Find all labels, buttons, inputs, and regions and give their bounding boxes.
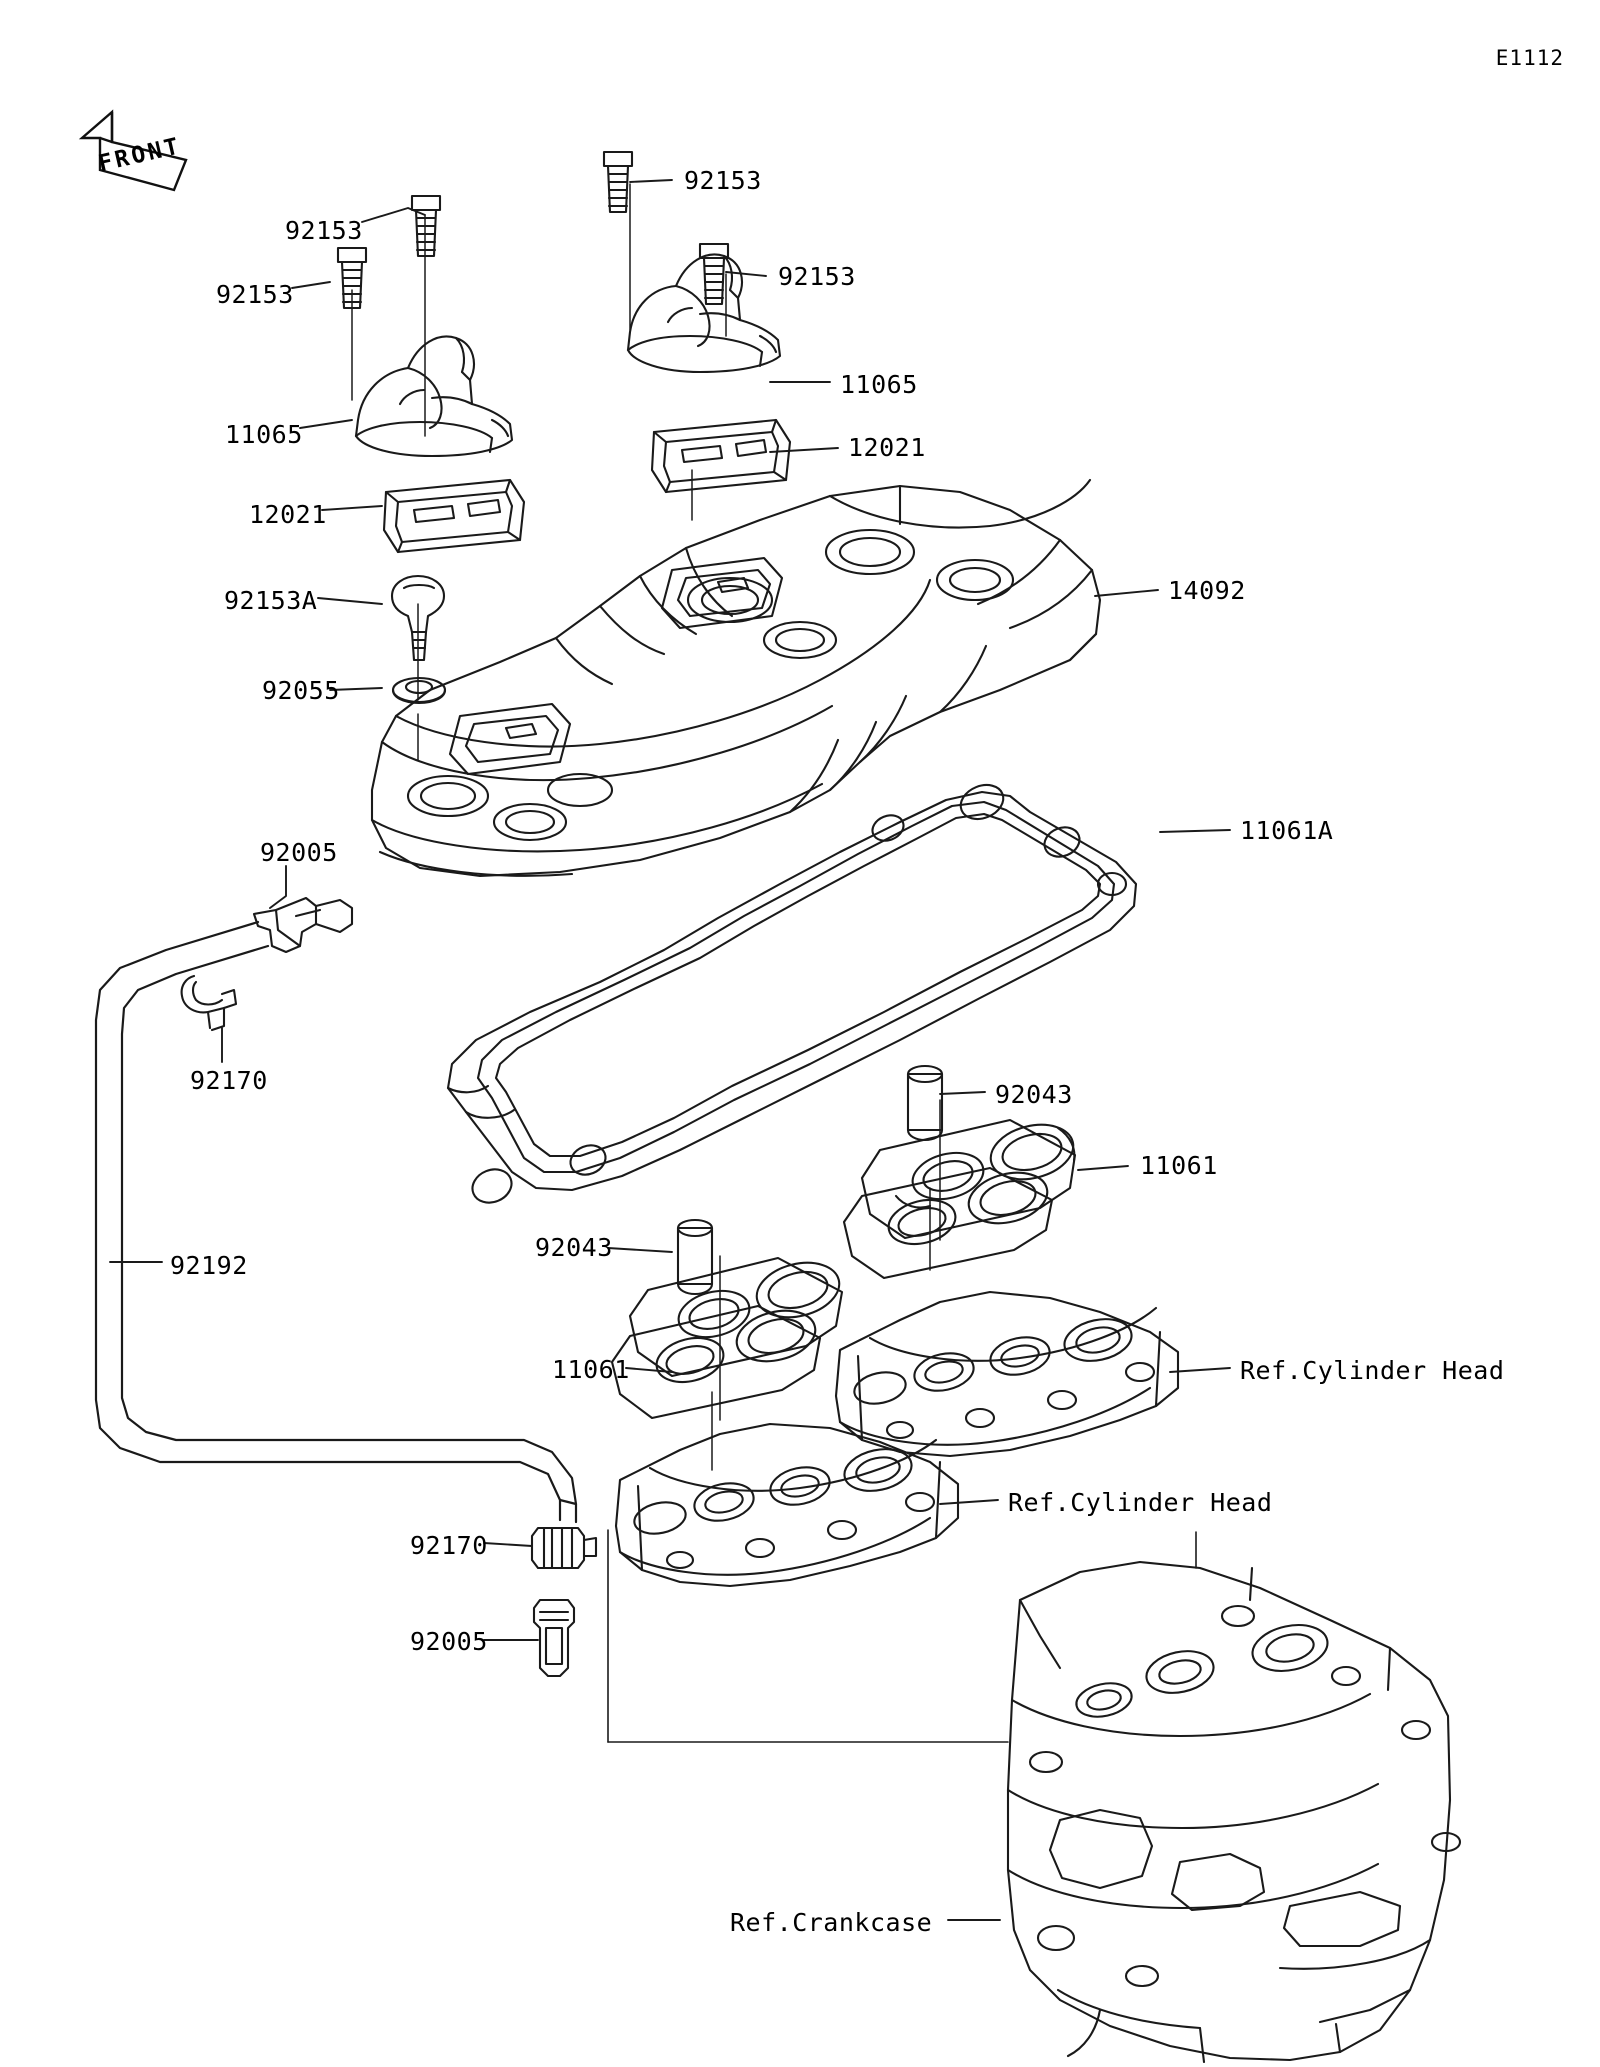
part-label: 11065 — [840, 370, 918, 399]
reference-label: Ref.Cylinder Head — [1008, 1488, 1273, 1517]
part-label: 11061A — [1240, 816, 1334, 845]
part-label: 92043 — [535, 1233, 613, 1262]
part-label: 14092 — [1168, 576, 1246, 605]
reference-label: Ref.Cylinder Head — [1240, 1356, 1505, 1385]
part-label: 92043 — [995, 1080, 1073, 1109]
part-label: 92192 — [170, 1251, 248, 1280]
part-label: 92153 — [778, 262, 856, 291]
part-label: 92055 — [262, 676, 340, 705]
front-label: FRONT — [96, 133, 184, 178]
part-label: 92005 — [410, 1627, 488, 1656]
part-label: 92005 — [260, 838, 338, 867]
reference-label: Ref.Crankcase — [730, 1908, 933, 1937]
figure-code: E1112 — [1495, 46, 1564, 70]
part-label: 92153 — [684, 166, 762, 195]
part-label: 11065 — [225, 420, 303, 449]
part-label: 92170 — [190, 1066, 268, 1095]
part-label: 92153 — [216, 280, 294, 309]
part-label: 11061 — [1140, 1151, 1218, 1180]
part-label: 92153 — [285, 216, 363, 245]
part-label: 12021 — [848, 433, 926, 462]
part-label: 92153A — [224, 586, 318, 615]
part-label: 11061 — [552, 1355, 630, 1384]
part-label: 12021 — [249, 500, 327, 529]
part-label: 92170 — [410, 1531, 488, 1560]
